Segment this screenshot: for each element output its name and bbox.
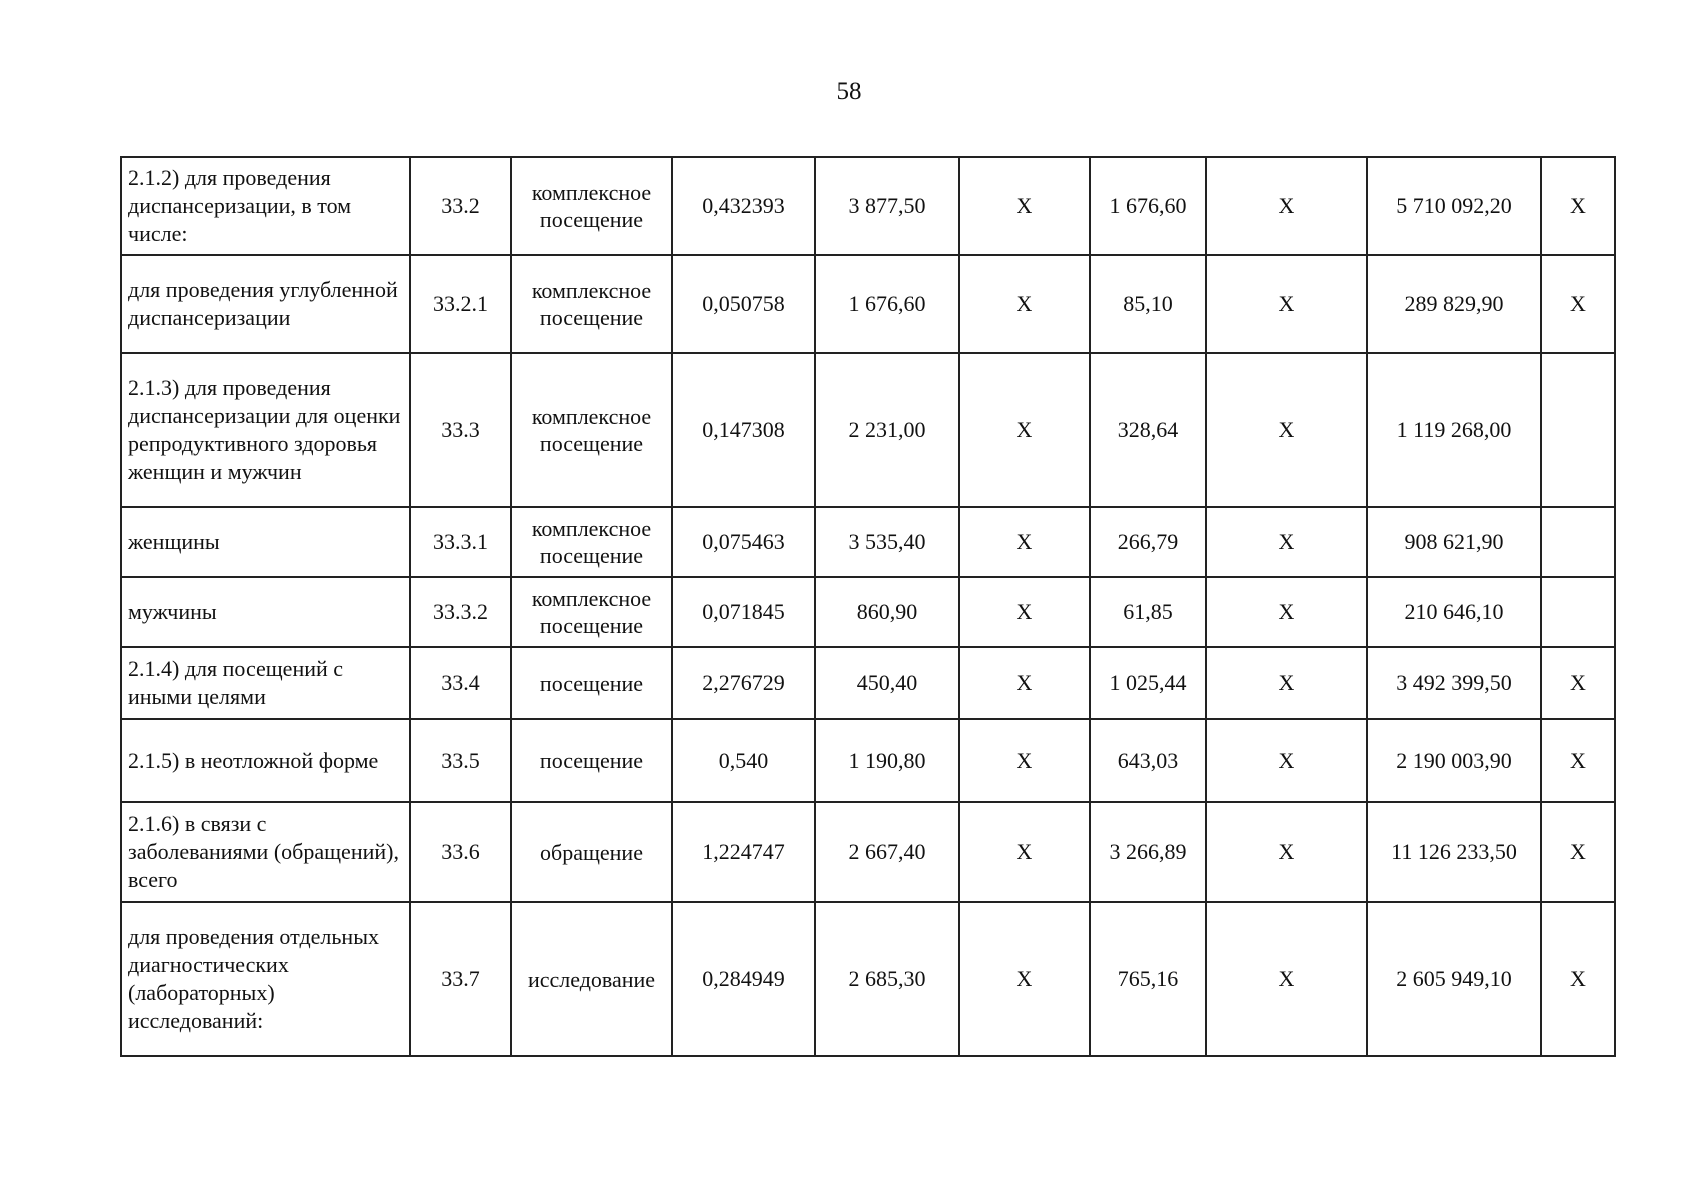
row-col10: X	[1541, 255, 1615, 353]
row-col10: X	[1541, 157, 1615, 255]
row-col6: X	[959, 577, 1090, 647]
row-cost: 450,40	[815, 647, 959, 719]
row-total: 2 605 949,10	[1367, 902, 1541, 1056]
row-code: 33.2.1	[410, 255, 511, 353]
row-col10	[1541, 507, 1615, 577]
row-unit: комплексное посещение	[511, 255, 672, 353]
row-total: 3 492 399,50	[1367, 647, 1541, 719]
row-col10	[1541, 577, 1615, 647]
row-norm: 1,224747	[672, 802, 815, 902]
row-cost: 1 190,80	[815, 719, 959, 802]
row-cost: 2 667,40	[815, 802, 959, 902]
row-unit: комплексное посещение	[511, 577, 672, 647]
row-col7: 266,79	[1090, 507, 1206, 577]
row-col8: X	[1206, 353, 1367, 507]
row-col6: X	[959, 157, 1090, 255]
page-number: 58	[836, 78, 862, 105]
row-code: 33.7	[410, 902, 511, 1056]
table-row	[121, 902, 1615, 1056]
row-col8: X	[1206, 802, 1367, 902]
row-code: 33.2	[410, 157, 511, 255]
row-col6: X	[959, 802, 1090, 902]
row-code: 33.6	[410, 802, 511, 902]
row-total: 11 126 233,50	[1367, 802, 1541, 902]
row-cost: 2 685,30	[815, 902, 959, 1056]
row-cost: 1 676,60	[815, 255, 959, 353]
row-unit: комплексное посещение	[511, 507, 672, 577]
row-col6: X	[959, 902, 1090, 1056]
row-cost: 3 877,50	[815, 157, 959, 255]
table-row	[121, 255, 1615, 353]
row-col7: 3 266,89	[1090, 802, 1206, 902]
row-col6: X	[959, 647, 1090, 719]
row-name: 2.1.6) в связи с заболеваниями (обращений), всего	[121, 802, 410, 902]
row-col10: X	[1541, 802, 1615, 902]
row-name: 2.1.2) для проведения диспансеризации, в том числе:	[121, 157, 410, 255]
row-col10	[1541, 353, 1615, 507]
row-norm: 0,147308	[672, 353, 815, 507]
row-col7: 328,64	[1090, 353, 1206, 507]
row-norm: 0,050758	[672, 255, 815, 353]
row-norm: 0,075463	[672, 507, 815, 577]
row-norm: 0,540	[672, 719, 815, 802]
row-col7: 85,10	[1090, 255, 1206, 353]
row-unit: обращение	[511, 802, 672, 902]
row-col10: X	[1541, 647, 1615, 719]
row-col10: X	[1541, 902, 1615, 1056]
table-row	[121, 802, 1615, 902]
row-code: 33.5	[410, 719, 511, 802]
row-code: 33.3.1	[410, 507, 511, 577]
row-unit: комплексное посещение	[511, 157, 672, 255]
row-col8: X	[1206, 157, 1367, 255]
row-name: 2.1.3) для проведения диспансеризации для оценки репродуктивного здоровья женщин и мужчин	[121, 353, 410, 507]
row-total: 1 119 268,00	[1367, 353, 1541, 507]
row-unit: исследование	[511, 902, 672, 1056]
row-name: мужчины	[121, 577, 410, 647]
row-name: для проведения углубленной диспансеризации	[121, 255, 410, 353]
tariff-table	[120, 156, 1616, 1057]
table-row	[121, 577, 1615, 647]
row-col6: X	[959, 507, 1090, 577]
row-name: 2.1.5) в неотложной форме	[121, 719, 410, 802]
row-name: для проведения отдельных диагностических (лабораторных) исследований:	[121, 902, 410, 1056]
row-unit: комплексное посещение	[511, 353, 672, 507]
row-col7: 765,16	[1090, 902, 1206, 1056]
row-norm: 0,284949	[672, 902, 815, 1056]
row-code: 33.4	[410, 647, 511, 719]
row-norm: 0,432393	[672, 157, 815, 255]
row-code: 33.3	[410, 353, 511, 507]
row-norm: 2,276729	[672, 647, 815, 719]
row-col7: 643,03	[1090, 719, 1206, 802]
table-row	[121, 719, 1615, 802]
row-col7: 1 676,60	[1090, 157, 1206, 255]
row-col8: X	[1206, 577, 1367, 647]
row-col7: 1 025,44	[1090, 647, 1206, 719]
table-row	[121, 353, 1615, 507]
row-col10: X	[1541, 719, 1615, 802]
row-col8: X	[1206, 507, 1367, 577]
row-name: 2.1.4) для посещений с иными целями	[121, 647, 410, 719]
row-col8: X	[1206, 647, 1367, 719]
row-cost: 3 535,40	[815, 507, 959, 577]
table-row	[121, 647, 1615, 719]
row-col7: 61,85	[1090, 577, 1206, 647]
row-col6: X	[959, 353, 1090, 507]
row-total: 908 621,90	[1367, 507, 1541, 577]
row-name: женщины	[121, 507, 410, 577]
row-col8: X	[1206, 719, 1367, 802]
row-col6: X	[959, 255, 1090, 353]
row-code: 33.3.2	[410, 577, 511, 647]
row-total: 2 190 003,90	[1367, 719, 1541, 802]
row-norm: 0,071845	[672, 577, 815, 647]
row-total: 5 710 092,20	[1367, 157, 1541, 255]
row-cost: 2 231,00	[815, 353, 959, 507]
row-cost: 860,90	[815, 577, 959, 647]
row-total: 289 829,90	[1367, 255, 1541, 353]
row-col8: X	[1206, 255, 1367, 353]
row-unit: посещение	[511, 647, 672, 719]
row-total: 210 646,10	[1367, 577, 1541, 647]
row-col8: X	[1206, 902, 1367, 1056]
table-row	[121, 507, 1615, 577]
row-unit: посещение	[511, 719, 672, 802]
table-row	[121, 157, 1615, 255]
row-col6: X	[959, 719, 1090, 802]
